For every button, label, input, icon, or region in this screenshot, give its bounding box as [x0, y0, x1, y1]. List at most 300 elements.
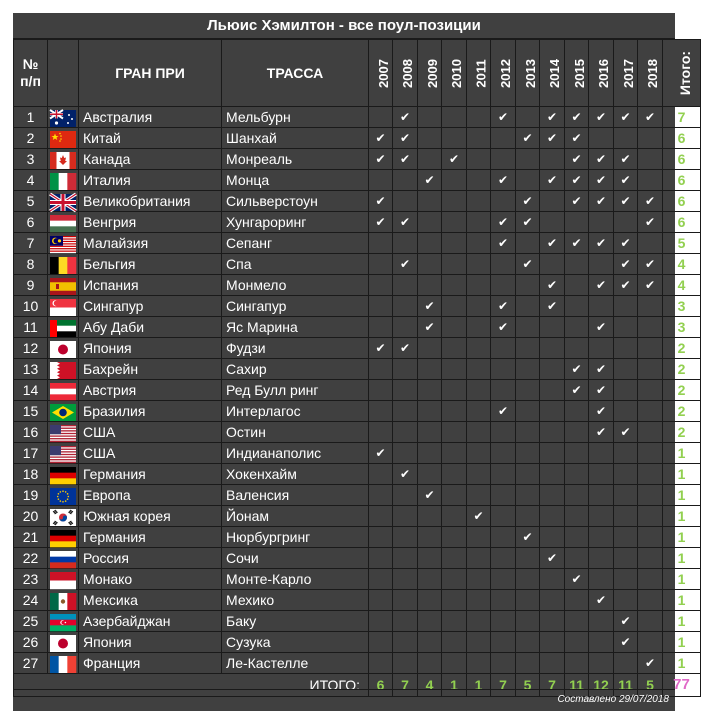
azerbaijan-flag-icon — [50, 613, 76, 629]
check-icon: ✔ — [620, 278, 631, 292]
track-name: Монца — [222, 170, 369, 191]
flag-cell — [48, 653, 79, 674]
year-cell — [638, 632, 663, 653]
grand-prix-name: Япония — [79, 338, 222, 359]
row-total: 1 — [663, 632, 701, 653]
track-name: Мельбурн — [222, 107, 369, 128]
year-cell — [491, 338, 516, 359]
year-cell — [589, 275, 614, 296]
year-cell — [638, 611, 663, 632]
year-cell — [491, 107, 516, 128]
year-cell — [442, 506, 467, 527]
year-cell — [565, 149, 589, 170]
table-row — [14, 254, 701, 275]
year-cell — [442, 149, 467, 170]
year-cell — [614, 653, 638, 674]
table-row — [14, 296, 701, 317]
table-row — [14, 170, 701, 191]
japan-flag-icon — [50, 340, 76, 356]
year-cell — [467, 317, 491, 338]
germany-flag-icon — [50, 529, 76, 545]
year-cell — [393, 338, 418, 359]
row-number: 13 — [14, 359, 48, 380]
track-name: Сильверстоун — [222, 191, 369, 212]
year-cell — [565, 506, 589, 527]
table-body — [14, 107, 701, 697]
year-cell — [565, 527, 589, 548]
flag-cell — [48, 464, 79, 485]
year-cell — [369, 464, 393, 485]
year-cell — [393, 296, 418, 317]
france-flag-icon — [50, 655, 76, 671]
year-cell — [565, 422, 589, 443]
year-cell — [442, 443, 467, 464]
year-cell — [418, 611, 442, 632]
row-number: 2 — [14, 128, 48, 149]
check-icon: ✔ — [571, 362, 582, 376]
year-cell — [540, 233, 565, 254]
year-cell — [540, 464, 565, 485]
row-total: 1 — [663, 611, 701, 632]
year-cell — [565, 569, 589, 590]
check-icon: ✔ — [644, 278, 656, 292]
year-cell — [418, 380, 442, 401]
row-number: 17 — [14, 443, 48, 464]
year-cell — [369, 380, 393, 401]
row-number: 18 — [14, 464, 48, 485]
table-row — [14, 569, 701, 590]
check-icon: ✔ — [620, 635, 631, 649]
year-cell — [638, 191, 663, 212]
year-cell — [418, 191, 442, 212]
year-cell — [638, 527, 663, 548]
year-cell — [614, 107, 638, 128]
year-cell — [369, 653, 393, 674]
year-cell — [638, 506, 663, 527]
year-cell — [418, 296, 442, 317]
year-cell — [589, 296, 614, 317]
japan-flag-icon — [50, 634, 76, 650]
germany-flag-icon — [50, 466, 76, 482]
row-number: 5 — [14, 191, 48, 212]
year-cell — [393, 359, 418, 380]
year-cell — [369, 107, 393, 128]
table-row — [14, 527, 701, 548]
row-number: 21 — [14, 527, 48, 548]
brazil-flag-icon — [50, 403, 76, 419]
year-cell — [467, 338, 491, 359]
row-total: 2 — [663, 401, 701, 422]
header-year: 2010 — [442, 40, 467, 107]
track-name: Ред Булл ринг — [222, 380, 369, 401]
year-cell — [516, 443, 540, 464]
row-total: 2 — [663, 338, 701, 359]
grand-prix-name: Азербайджан — [79, 611, 222, 632]
year-cell — [467, 107, 491, 128]
row-number: 25 — [14, 611, 48, 632]
year-cell — [491, 401, 516, 422]
belgium-flag-icon — [50, 256, 76, 272]
spain-flag-icon — [50, 277, 76, 293]
year-cell — [418, 590, 442, 611]
check-icon: ✔ — [595, 236, 607, 250]
summary-label: ИТОГО: — [14, 674, 369, 697]
year-cell — [589, 611, 614, 632]
year-cell — [442, 128, 467, 149]
year-cell — [418, 212, 442, 233]
monaco-flag-icon — [50, 571, 76, 587]
year-cell — [393, 485, 418, 506]
table-row — [14, 275, 701, 296]
year-cell — [467, 443, 491, 464]
row-total: 1 — [663, 485, 701, 506]
flag-cell — [48, 506, 79, 527]
table-row — [14, 443, 701, 464]
year-cell — [565, 359, 589, 380]
year-cell — [393, 590, 418, 611]
row-number: 1 — [14, 107, 48, 128]
year-cell — [369, 443, 393, 464]
year-cell — [442, 485, 467, 506]
year-cell — [393, 527, 418, 548]
year-cell — [589, 317, 614, 338]
year-cell — [540, 149, 565, 170]
year-cell — [638, 590, 663, 611]
year-cell — [614, 233, 638, 254]
year-cell — [540, 317, 565, 338]
australia-flag-icon — [50, 109, 76, 125]
year-cell — [491, 527, 516, 548]
header-year: 2013 — [516, 40, 540, 107]
year-cell — [589, 632, 614, 653]
year-cell — [540, 401, 565, 422]
year-cell — [540, 359, 565, 380]
row-total: 7 — [663, 107, 701, 128]
row-total: 6 — [663, 212, 701, 233]
year-cell — [442, 632, 467, 653]
row-number: 4 — [14, 170, 48, 191]
year-cell — [467, 296, 491, 317]
year-cell — [565, 443, 589, 464]
year-cell — [638, 317, 663, 338]
year-cell — [614, 212, 638, 233]
year-cell — [614, 422, 638, 443]
year-cell — [516, 359, 540, 380]
poles-table-panel — [13, 13, 694, 711]
uk-flag-icon — [50, 193, 76, 209]
year-cell — [565, 233, 589, 254]
year-total: 7 — [491, 674, 516, 697]
hungary-flag-icon — [50, 214, 76, 230]
check-icon: ✔ — [620, 425, 631, 439]
year-cell — [516, 401, 540, 422]
header-total: Итого: — [663, 40, 701, 107]
check-icon: ✔ — [620, 152, 631, 166]
year-cell — [565, 170, 589, 191]
flag-cell — [48, 254, 79, 275]
austria-flag-icon — [50, 382, 76, 398]
flag-cell — [48, 170, 79, 191]
grand-prix-name: Мексика — [79, 590, 222, 611]
year-cell — [393, 611, 418, 632]
year-cell — [638, 275, 663, 296]
year-cell — [589, 590, 614, 611]
check-icon: ✔ — [497, 173, 509, 187]
year-cell — [516, 254, 540, 275]
year-cell — [467, 464, 491, 485]
year-cell — [491, 464, 516, 485]
track-name: Сахир — [222, 359, 369, 380]
table-row — [14, 212, 701, 233]
check-icon: ✔ — [595, 152, 607, 166]
year-cell — [491, 506, 516, 527]
track-name: Сингапур — [222, 296, 369, 317]
flag-cell — [48, 401, 79, 422]
check-icon: ✔ — [644, 215, 656, 229]
year-cell — [467, 527, 491, 548]
check-icon: ✔ — [546, 173, 558, 187]
grand-prix-name: США — [79, 443, 222, 464]
check-icon: ✔ — [595, 404, 607, 418]
flag-cell — [48, 317, 79, 338]
row-total: 6 — [663, 170, 701, 191]
year-cell — [467, 401, 491, 422]
track-name: Фудзи — [222, 338, 369, 359]
check-icon: ✔ — [595, 194, 607, 208]
row-number: 16 — [14, 422, 48, 443]
year-cell — [393, 380, 418, 401]
year-cell — [491, 275, 516, 296]
year-cell — [565, 254, 589, 275]
grand-prix-name: Монако — [79, 569, 222, 590]
check-icon: ✔ — [595, 173, 607, 187]
row-total: 1 — [663, 506, 701, 527]
check-icon: ✔ — [620, 194, 631, 208]
year-cell — [369, 548, 393, 569]
year-cell — [516, 212, 540, 233]
year-cell — [614, 128, 638, 149]
year-cell — [516, 233, 540, 254]
year-cell — [491, 632, 516, 653]
flag-cell — [48, 611, 79, 632]
flag-cell — [48, 191, 79, 212]
grand-prix-name: Абу Даби — [79, 317, 222, 338]
flag-cell — [48, 107, 79, 128]
year-total: 5 — [638, 674, 663, 697]
header-year: 2009 — [418, 40, 442, 107]
south-korea-flag-icon — [50, 508, 76, 524]
year-cell — [393, 107, 418, 128]
check-icon: ✔ — [546, 299, 558, 313]
check-icon: ✔ — [424, 488, 435, 502]
year-cell — [638, 254, 663, 275]
year-cell — [589, 191, 614, 212]
year-cell — [540, 548, 565, 569]
year-cell — [638, 149, 663, 170]
year-cell — [540, 443, 565, 464]
year-cell — [442, 170, 467, 191]
check-icon: ✔ — [375, 341, 386, 355]
year-cell — [516, 569, 540, 590]
year-cell — [565, 212, 589, 233]
check-icon: ✔ — [595, 320, 607, 334]
header-year: 2018 — [638, 40, 663, 107]
year-cell — [467, 422, 491, 443]
track-name: Хунгароринг — [222, 212, 369, 233]
row-number: 6 — [14, 212, 48, 233]
year-cell — [516, 107, 540, 128]
year-cell — [418, 506, 442, 527]
year-cell — [442, 590, 467, 611]
grand-prix-name: Южная корея — [79, 506, 222, 527]
europe-flag-icon — [50, 487, 76, 503]
flag-cell — [48, 338, 79, 359]
year-cell — [589, 128, 614, 149]
header-year: 2011 — [467, 40, 491, 107]
year-cell — [565, 128, 589, 149]
track-name: Сузука — [222, 632, 369, 653]
table-row — [14, 506, 701, 527]
year-cell — [467, 590, 491, 611]
year-cell — [467, 149, 491, 170]
year-cell — [393, 149, 418, 170]
year-cell — [516, 485, 540, 506]
year-cell — [540, 107, 565, 128]
year-cell — [393, 233, 418, 254]
year-cell — [369, 191, 393, 212]
track-name: Сочи — [222, 548, 369, 569]
row-number: 22 — [14, 548, 48, 569]
check-icon: ✔ — [571, 236, 582, 250]
year-cell — [614, 464, 638, 485]
year-cell — [565, 611, 589, 632]
year-cell — [491, 485, 516, 506]
check-icon: ✔ — [571, 572, 582, 586]
year-cell — [442, 212, 467, 233]
year-cell — [491, 317, 516, 338]
flag-cell — [48, 527, 79, 548]
year-cell — [467, 128, 491, 149]
check-icon: ✔ — [522, 257, 533, 271]
year-cell — [589, 464, 614, 485]
year-cell — [540, 191, 565, 212]
year-cell — [393, 128, 418, 149]
grand-total: 77 — [663, 674, 701, 697]
year-cell — [418, 653, 442, 674]
track-name: Спа — [222, 254, 369, 275]
year-cell — [369, 212, 393, 233]
check-icon: ✔ — [620, 173, 631, 187]
table-row — [14, 128, 701, 149]
year-total: 7 — [540, 674, 565, 697]
table-row — [14, 380, 701, 401]
check-icon: ✔ — [399, 131, 411, 145]
year-cell — [442, 359, 467, 380]
row-total: 1 — [663, 464, 701, 485]
year-cell — [393, 254, 418, 275]
bahrain-flag-icon — [50, 361, 76, 377]
year-cell — [614, 359, 638, 380]
year-cell — [589, 254, 614, 275]
year-cell — [491, 422, 516, 443]
track-name: Остин — [222, 422, 369, 443]
year-cell — [491, 653, 516, 674]
table-row — [14, 359, 701, 380]
year-cell — [418, 548, 442, 569]
flag-cell — [48, 485, 79, 506]
check-icon: ✔ — [595, 425, 607, 439]
check-icon: ✔ — [595, 362, 607, 376]
year-cell — [516, 380, 540, 401]
row-total: 1 — [663, 653, 701, 674]
year-cell — [614, 443, 638, 464]
check-icon: ✔ — [644, 656, 656, 670]
header-year: 2015 — [565, 40, 589, 107]
check-icon: ✔ — [571, 173, 582, 187]
year-cell — [393, 275, 418, 296]
year-cell — [467, 632, 491, 653]
year-cell — [393, 548, 418, 569]
year-cell — [467, 359, 491, 380]
year-cell — [467, 611, 491, 632]
year-cell — [369, 611, 393, 632]
year-cell — [565, 380, 589, 401]
year-cell — [393, 191, 418, 212]
check-icon: ✔ — [571, 131, 582, 145]
row-total: 2 — [663, 422, 701, 443]
year-cell — [638, 443, 663, 464]
year-cell — [540, 254, 565, 275]
year-cell — [614, 548, 638, 569]
uae-flag-icon — [50, 319, 76, 335]
check-icon: ✔ — [375, 194, 386, 208]
check-icon: ✔ — [375, 215, 386, 229]
row-number: 26 — [14, 632, 48, 653]
row-total: 3 — [663, 296, 701, 317]
check-icon: ✔ — [620, 257, 631, 271]
year-cell — [589, 527, 614, 548]
year-cell — [516, 149, 540, 170]
flag-cell — [48, 212, 79, 233]
year-cell — [589, 548, 614, 569]
check-icon: ✔ — [620, 110, 631, 124]
grand-prix-name: Испания — [79, 275, 222, 296]
year-cell — [565, 296, 589, 317]
year-cell — [491, 296, 516, 317]
usa-flag-icon — [50, 424, 76, 440]
grand-prix-name: Бельгия — [79, 254, 222, 275]
check-icon: ✔ — [375, 446, 386, 460]
year-cell — [638, 464, 663, 485]
year-cell — [614, 296, 638, 317]
track-name: Монте-Карло — [222, 569, 369, 590]
year-cell — [418, 485, 442, 506]
flag-cell — [48, 275, 79, 296]
year-cell — [491, 443, 516, 464]
year-cell — [589, 359, 614, 380]
year-cell — [614, 275, 638, 296]
year-cell — [467, 548, 491, 569]
track-name: Баку — [222, 611, 369, 632]
year-cell — [467, 275, 491, 296]
year-cell — [418, 233, 442, 254]
year-cell — [418, 443, 442, 464]
year-cell — [614, 380, 638, 401]
year-cell — [442, 254, 467, 275]
year-cell — [638, 233, 663, 254]
header-grand-prix: ГРАН ПРИ — [79, 40, 222, 107]
check-icon: ✔ — [399, 341, 411, 355]
